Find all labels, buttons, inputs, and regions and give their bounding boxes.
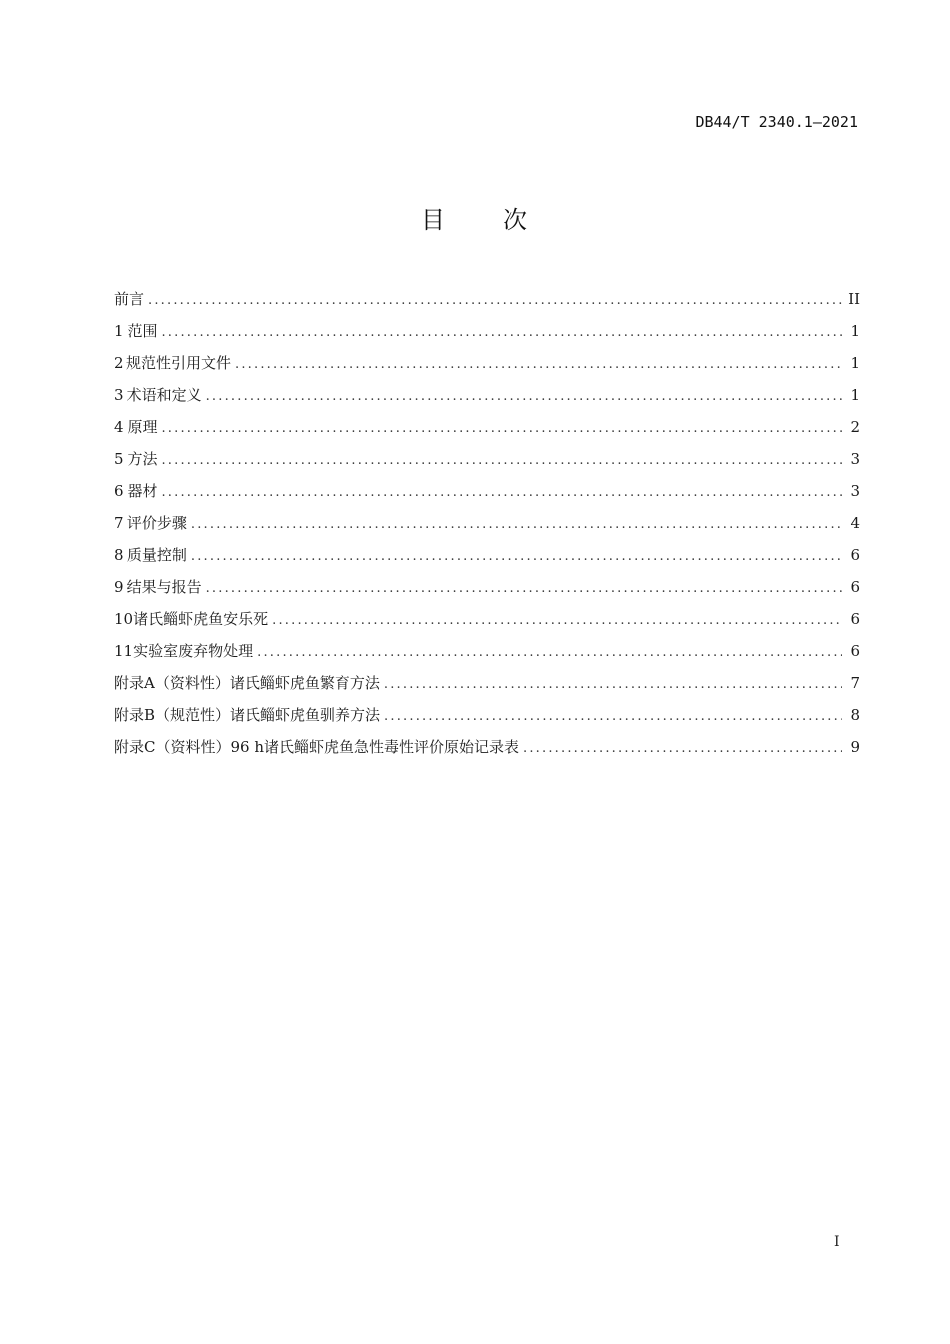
toc-entry-text: 器材 xyxy=(127,482,158,500)
toc-entry-page: 6 xyxy=(850,610,860,628)
toc-leader-dots xyxy=(272,605,842,637)
toc-entry-text: 原理 xyxy=(127,418,158,436)
toc-entry-5[interactable] xyxy=(114,443,860,475)
toc-entry-page: 4 xyxy=(850,514,860,532)
toc-entry-number: 附录A（资料性） xyxy=(114,674,230,692)
toc-entry-page: 1 xyxy=(850,354,860,372)
toc-entry-1[interactable] xyxy=(114,315,860,347)
toc-entry-page: 7 xyxy=(850,674,860,692)
toc-entry-text: 质量控制 xyxy=(126,546,187,564)
table-of-contents xyxy=(114,283,860,763)
toc-entry-number: 6 xyxy=(114,482,124,500)
toc-entry-page: 1 xyxy=(850,322,860,340)
toc-entry-number: 附录C（资料性） xyxy=(114,738,231,756)
toc-title-char-2: 次 xyxy=(503,206,529,234)
toc-entry-page: 3 xyxy=(850,450,860,468)
toc-entry-page: 8 xyxy=(850,706,860,724)
toc-entry-text: 前言 xyxy=(114,290,145,308)
toc-entry-text: 96 h诸氏鲻虾虎鱼急性毒性评价原始记录表 xyxy=(230,738,520,756)
toc-entry-11[interactable] xyxy=(114,635,860,667)
toc-entry-text: 诸氏鲻虾虎鱼繁育方法 xyxy=(229,674,380,692)
toc-entry-number: 5 xyxy=(114,450,124,468)
toc-entry-6[interactable] xyxy=(114,475,860,507)
toc-entry-3[interactable] xyxy=(114,379,860,411)
toc-title-char-1: 目 xyxy=(421,206,447,234)
toc-entry-number: 7 xyxy=(114,514,124,532)
toc-entry-appendix-a[interactable] xyxy=(114,667,860,699)
toc-entry-number: 4 xyxy=(114,418,124,436)
toc-entry-number: 附录B（规范性） xyxy=(114,706,231,724)
toc-entry-text: 诸氏鲻虾虎鱼驯养方法 xyxy=(230,706,381,724)
toc-leader-dots xyxy=(384,669,842,701)
toc-entry-number: 8 xyxy=(114,546,124,564)
standard-code: DB44/T 2340.1—2021 xyxy=(695,113,858,131)
toc-leader-dots xyxy=(523,733,842,765)
toc-leader-dots xyxy=(148,285,842,317)
toc-entry-page: II xyxy=(848,290,860,308)
toc-leader-dots xyxy=(206,573,842,605)
toc-entry-page: 6 xyxy=(850,546,860,564)
toc-entry-number: 11 xyxy=(114,642,134,660)
toc-entry-7[interactable] xyxy=(114,507,860,539)
toc-entry-8[interactable] xyxy=(114,539,860,571)
toc-leader-dots xyxy=(191,509,842,541)
toc-leader-dots xyxy=(161,413,842,445)
toc-entry-10[interactable] xyxy=(114,603,860,635)
toc-leader-dots xyxy=(191,541,842,573)
toc-entry-text: 术语和定义 xyxy=(126,386,202,404)
toc-entry-9[interactable] xyxy=(114,571,860,603)
toc-entry-text: 实验室废弃物处理 xyxy=(133,642,254,660)
toc-entry-4[interactable] xyxy=(114,411,860,443)
toc-entry-text: 诸氏鲻虾虎鱼安乐死 xyxy=(133,610,269,628)
toc-entry-number: 2 xyxy=(114,354,124,372)
toc-entry-page: 6 xyxy=(850,578,860,596)
toc-entry-text: 规范性引用文件 xyxy=(125,354,231,372)
toc-entry-number: 1 xyxy=(114,322,124,340)
toc-leader-dots xyxy=(161,317,842,349)
page-number: I xyxy=(834,1234,840,1250)
toc-entry-text: 结果与报告 xyxy=(126,578,202,596)
toc-leader-dots xyxy=(384,701,842,733)
toc-leader-dots xyxy=(206,381,842,413)
toc-entry-appendix-c[interactable] xyxy=(114,731,860,763)
toc-entry-number: 9 xyxy=(114,578,124,596)
toc-entry-2[interactable] xyxy=(114,347,860,379)
toc-entry-page: 3 xyxy=(850,482,860,500)
toc-entry-page: 1 xyxy=(850,386,860,404)
toc-leader-dots xyxy=(257,637,842,669)
toc-entry-text: 评价步骤 xyxy=(126,514,187,532)
toc-leader-dots xyxy=(235,349,842,381)
toc-entry-page: 6 xyxy=(850,642,860,660)
toc-entry-foreword[interactable] xyxy=(114,283,860,315)
toc-entry-page: 2 xyxy=(850,418,860,436)
toc-entry-text: 范围 xyxy=(127,322,158,340)
toc-entry-number: 10 xyxy=(114,610,134,628)
toc-leader-dots xyxy=(161,477,842,509)
toc-leader-dots xyxy=(161,445,842,477)
toc-title xyxy=(0,200,950,235)
toc-entry-number: 3 xyxy=(114,386,124,404)
toc-entry-appendix-b[interactable] xyxy=(114,699,860,731)
toc-entry-text: 方法 xyxy=(127,450,158,468)
toc-entry-page: 9 xyxy=(850,738,860,756)
